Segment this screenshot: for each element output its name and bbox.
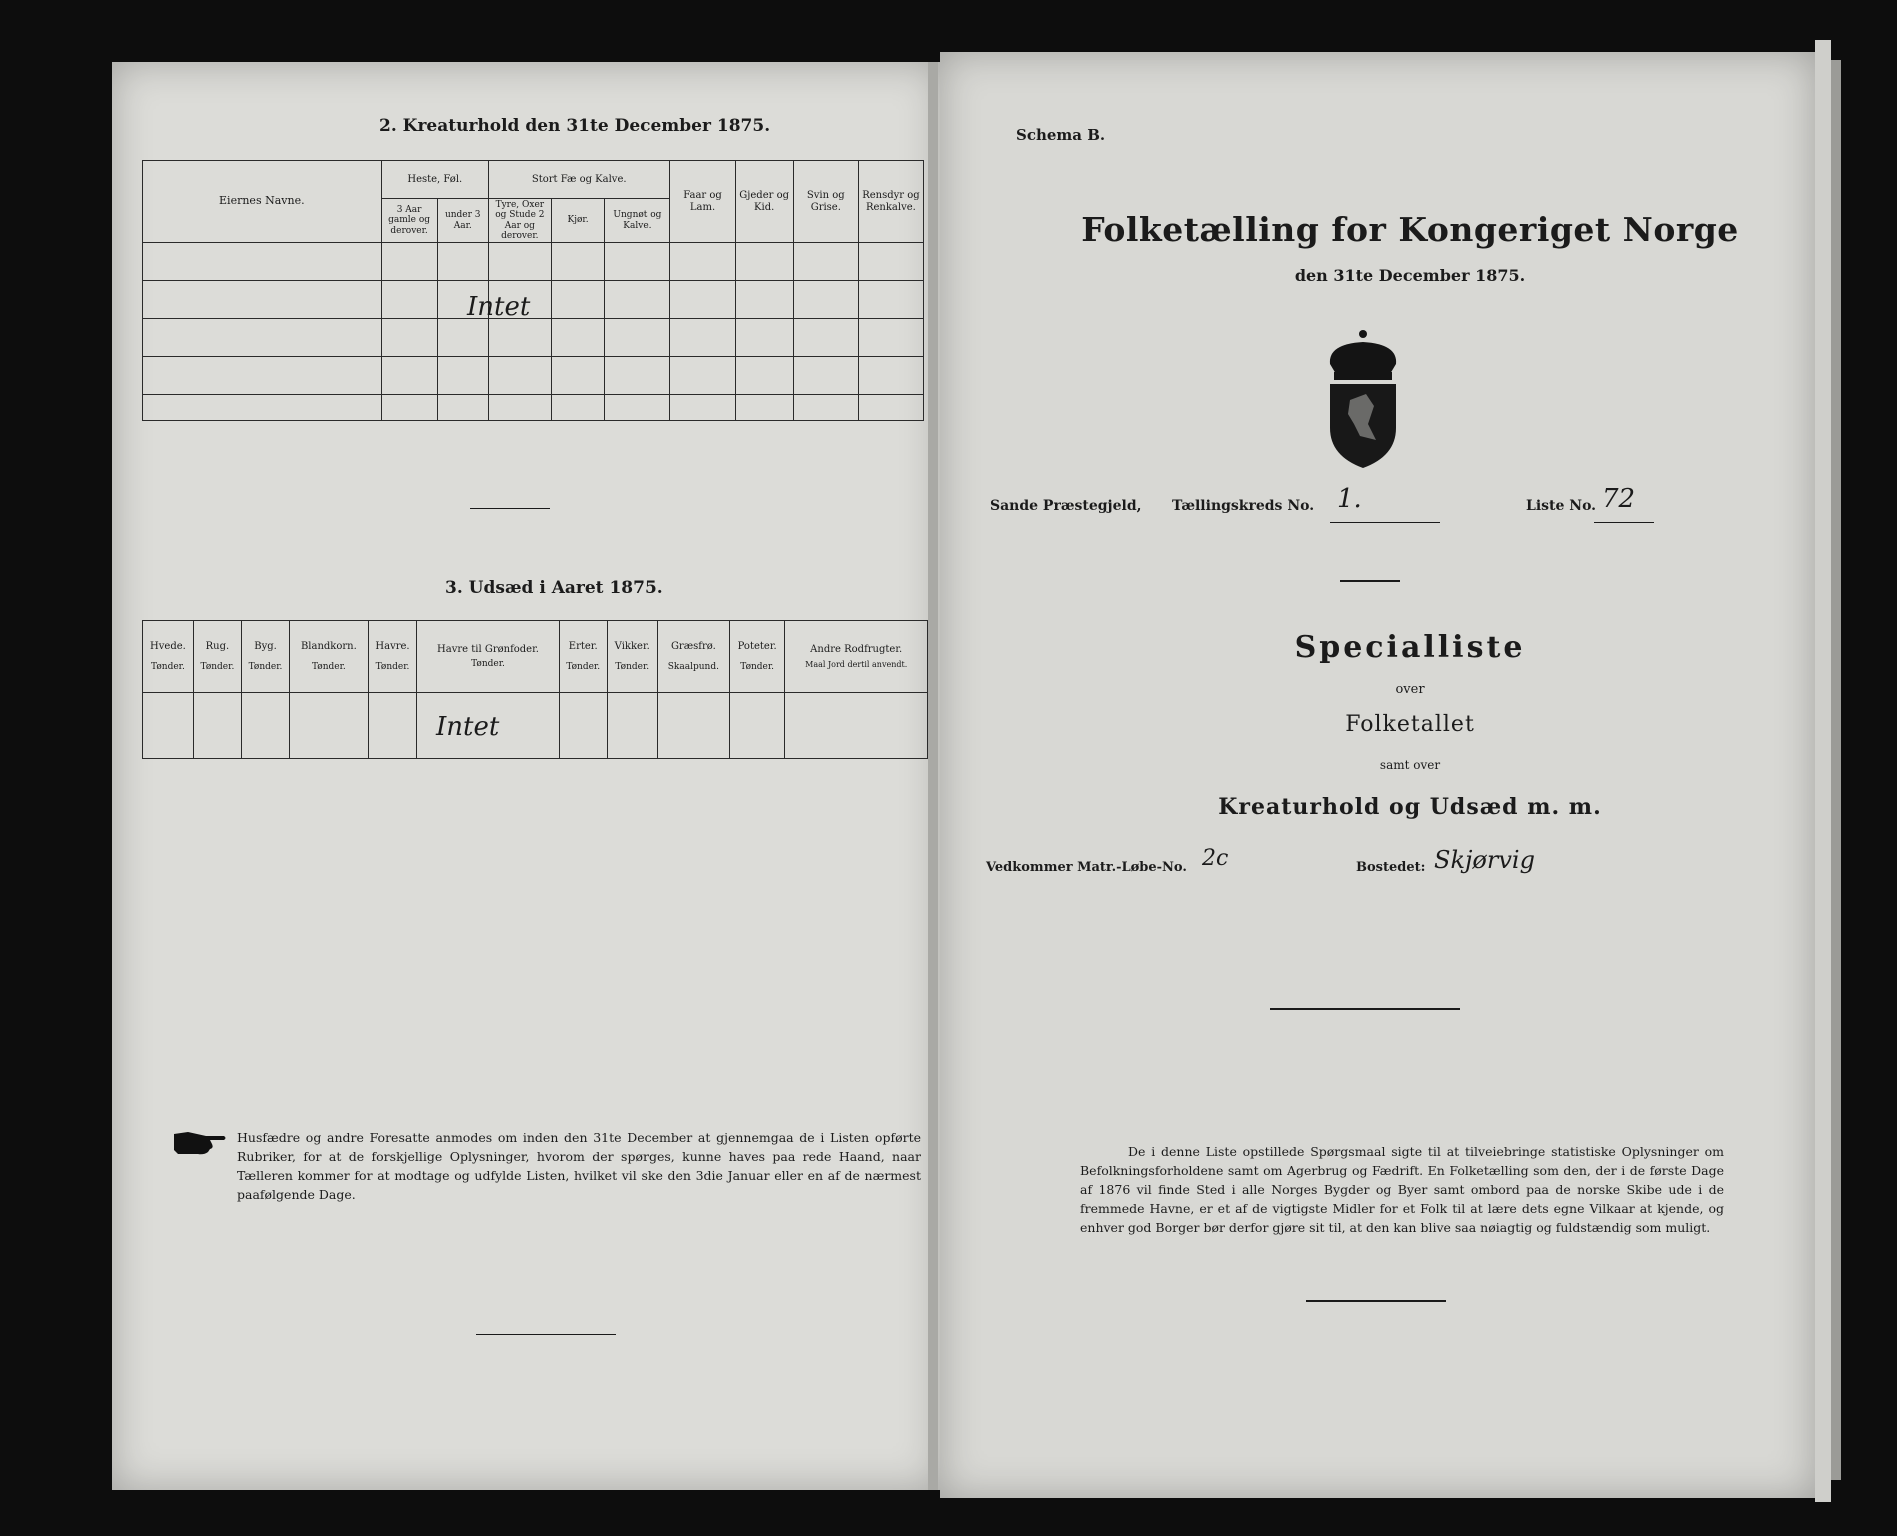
left-page — [112, 62, 940, 1490]
district-label: Tællingskreds No. — [1172, 498, 1315, 514]
section3-title: 3. Udsæd i Aaret 1875. — [445, 578, 663, 598]
list-label: Liste No. — [1526, 498, 1597, 514]
bosted-label: Bostedet: — [1356, 860, 1426, 875]
norwegian-coat-of-arms-icon — [1320, 328, 1406, 470]
col-pigs: Svin og Grise. — [793, 161, 858, 243]
page-stack-edge — [1831, 60, 1841, 1480]
underline — [1330, 522, 1440, 523]
bosted-value: Skjørvig — [1434, 846, 1535, 874]
sow-col-1: Hvede. Tønder. — [143, 621, 194, 693]
cattle-sub-3: Ungnøt og Kalve. — [605, 199, 670, 243]
sowing-handwritten: Intet — [436, 712, 500, 742]
intro-paragraph: De i denne Liste opstillede Spørgsmaal sigte til at tilveiebringe statistiske Oplysninger om Befolkningsforholdene samt om Agerbrug og Fædrift. En Folketælling som den, der i de første Dage af 1876 vil finde Sted i alle Norges Bygder og Byer samt ombord paa de norske Skibe ude i de fremmede Havne, er et af de vigtigste Midler for et Folk til at lære dets egne Vilkaar at kjende, og enhver god Borger bør derfor gjøre sit til, at den kan blive saa nøiagtig og fuldstændig som muligt. — [1080, 1144, 1724, 1235]
specialliste-title: Specialliste — [1294, 630, 1526, 665]
divider — [1306, 1300, 1446, 1302]
sow-col-9: Græsfrø. Skaalpund. — [657, 621, 729, 693]
title-date: den 31te December 1875. — [1294, 266, 1526, 285]
cattle-sub-2: Kjør. — [551, 199, 605, 243]
folketallet-label: Folketallet — [1345, 712, 1475, 737]
notice-text: Husfædre og andre Foresatte anmodes om inden den 31te December at gjennemgaa de i Listen opførte Rubriker, for at de forskjellige Oplysninger, hvorom der spørges, kunne haves paa rede Haand, naar Tælleren kommer for at modtage og udfylde Listen, hvilket vil ske den 3die Januar eller en af de nærmest paafølgende Dage. — [237, 1130, 921, 1202]
col-reindeer: Rensdyr og Renkalve. — [858, 161, 923, 243]
sow-col-3: Byg. Tønder. — [241, 621, 289, 693]
sow-col-10: Poteter. Tønder. — [729, 621, 784, 693]
sow-col-5: Havre. Tønder. — [368, 621, 417, 693]
livestock-handwritten: Intet — [467, 292, 531, 322]
sow-col-8: Vikker. Tønder. — [607, 621, 657, 693]
spine-shadow — [928, 62, 938, 1490]
sow-col-4: Blandkorn. Tønder. — [290, 621, 369, 693]
district-no: 1. — [1337, 484, 1362, 514]
pointing-hand-icon — [172, 1128, 228, 1158]
schema-label: Schema B. — [1016, 126, 1106, 144]
samt-over-label: samt over — [1379, 758, 1441, 772]
col-goats: Gjeder og Kid. — [735, 161, 793, 243]
cattle-group: Stort Fæ og Kalve. — [488, 161, 670, 199]
livestock-table — [142, 160, 924, 421]
section2-title: 2. Kreaturhold den 31te December 1875. — [379, 116, 771, 136]
col-sheep: Faar og Lam. — [670, 161, 735, 243]
horses-group: Heste, Føl. — [381, 161, 488, 199]
divider — [1270, 1008, 1460, 1010]
page-stack-edge — [1815, 40, 1831, 1502]
parish-label: Sande Præstegjeld, — [990, 498, 1142, 514]
matr-no: 2c — [1202, 846, 1229, 871]
sow-col-11: Andre Rodfrugter. Maal Jord dertil anvendt. — [785, 621, 928, 693]
divider — [470, 508, 550, 509]
kreaturhold-label: Kreaturhold og Udsæd m. m. — [1218, 794, 1602, 820]
right-page — [940, 52, 1815, 1498]
matr-label: Vedkommer Matr.-Løbe-No. — [986, 860, 1187, 875]
divider — [1340, 580, 1400, 582]
sow-col-2: Rug. Tønder. — [193, 621, 241, 693]
list-no: 72 — [1602, 484, 1636, 514]
sowing-table — [142, 620, 928, 759]
divider — [476, 1334, 616, 1335]
sow-col-6: Havre til Grønfoder. Tønder. — [417, 621, 559, 693]
horses-sub-1: 3 Aar gamle og derover. — [381, 199, 437, 243]
underline — [1594, 522, 1654, 523]
main-title: Folketælling for Kongeriget Norge — [1081, 210, 1739, 249]
horses-sub-2: under 3 Aar. — [437, 199, 488, 243]
owner-col: Eiernes Navne. — [143, 161, 382, 243]
over-label: over — [1395, 682, 1425, 697]
sow-col-7: Erter. Tønder. — [559, 621, 607, 693]
cattle-sub-1: Tyre, Oxer og Stude 2 Aar og derover. — [488, 199, 551, 243]
